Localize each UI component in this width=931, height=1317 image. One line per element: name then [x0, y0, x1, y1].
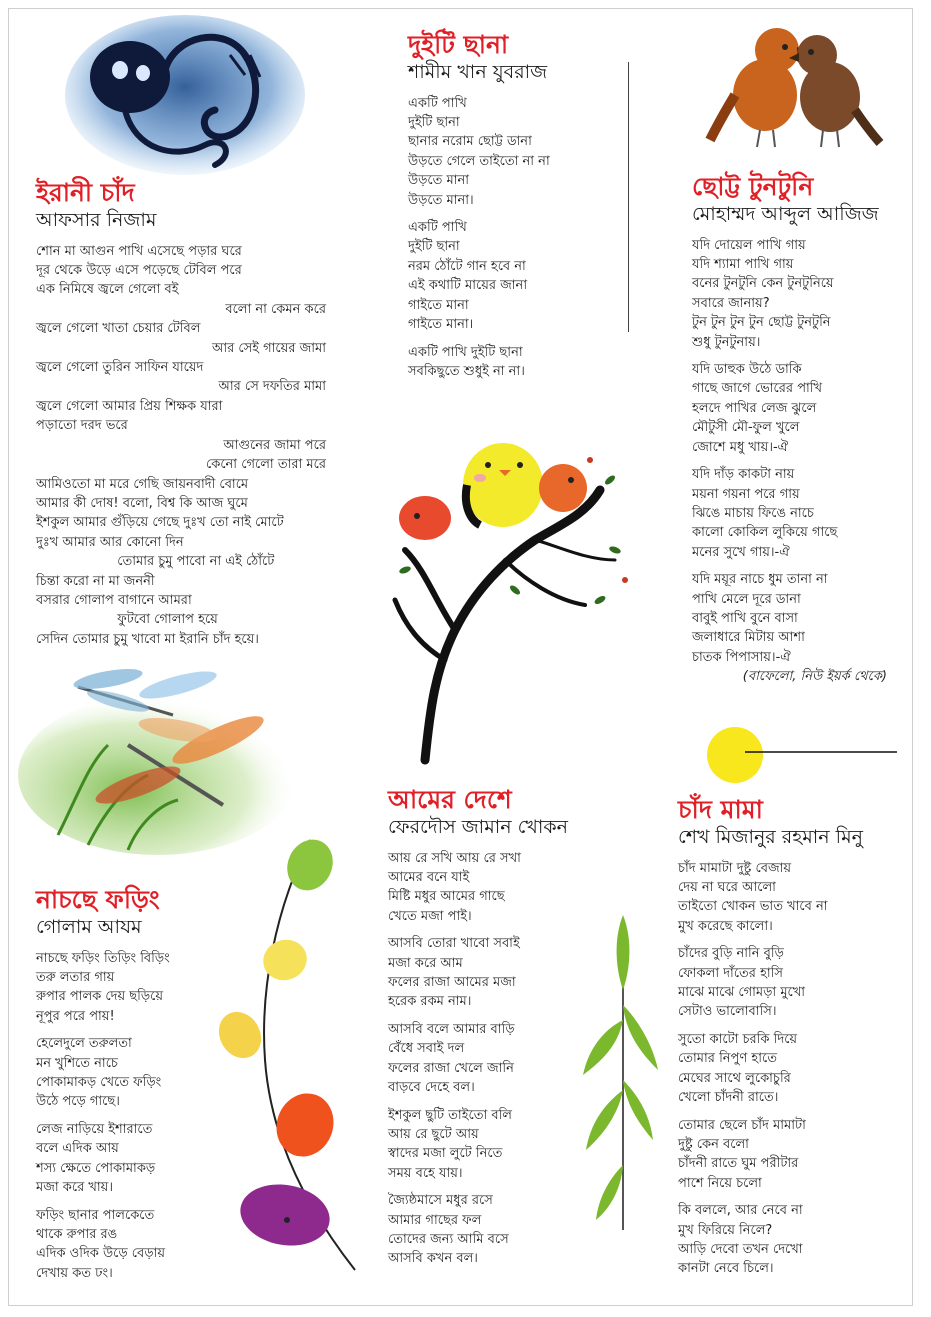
poem-author: শেখ মিজানুর রহমান মিনু [678, 826, 863, 848]
poem-title: ছোট্ট টুনটুনি [692, 172, 814, 201]
poem-line: যদি ময়ূর নাচে ধুম তানা না [692, 572, 828, 588]
poem-line: স্বাদের মজা লুটে নিতে [388, 1146, 503, 1162]
poem-line: মুখ ফিরিয়ে নিলে? [678, 1222, 773, 1238]
poem-line: উড়তে মানা [408, 173, 470, 189]
poem-line: মিষ্টি মধুর আমের গাছে [388, 889, 505, 905]
poem-stanza [388, 934, 598, 1012]
poem-author: মোহাম্মদ আব্দুল আজিজ [692, 203, 879, 225]
poem-line: সময় বহে যায়। [388, 1165, 463, 1181]
poem-line: পোকামাকড় খেতে ফড়িং [36, 1075, 162, 1091]
poem-line: বাড়বে দেহে বল। [388, 1080, 475, 1096]
poem-line: লেজ নাড়িয়ে ইশারাতে [36, 1121, 153, 1137]
poem-line: এই কথাটি মায়ের জানা [408, 278, 528, 294]
poem-line: নাচছে ফড়িং তিড়িং বিড়িং [36, 950, 170, 966]
poem-author: ফেরদৌস জামান খোকন [388, 816, 568, 838]
poem-body [36, 242, 326, 650]
poem-line: আমের বনে যাই [388, 870, 470, 886]
poem-amer-deshe [388, 785, 598, 1277]
poem-line: হলদে পাখির লেজ ঝুলে [692, 400, 817, 416]
poem-author: আফসার নিজাম [36, 209, 157, 231]
poem-line: রুপার পালক দেয় ছড়িয়ে [36, 989, 164, 1005]
poem-line: তোদের জন্য আমি বসে [388, 1231, 509, 1247]
poem-line: বেঁধে সবাই দল [388, 1041, 465, 1057]
poem-line: জ্বলে গেলো আমার প্রিয় শিক্ষক যারা [36, 398, 223, 414]
poem-line: জ্বলে গেলো তুরিন সাফিন যায়েদ [36, 360, 204, 376]
poem-line: এদিক ওদিক উড়ে বেড়ায় [36, 1246, 165, 1262]
poem-line: ফলের রাজা খেলে জানি [388, 1060, 514, 1076]
poem-title: দুইটি ছানা [408, 30, 509, 59]
poem-line: ফড়িং ছানার পালকেতে [36, 1207, 155, 1223]
poem-line: আমিওতো মা মরে গেছি জায়নবাদী বোমে [36, 476, 249, 492]
poem-line: আগুনের জামা পরে [223, 437, 326, 453]
poem-line: শুধু টুনটুনায়। [692, 334, 761, 350]
poem-body [408, 94, 623, 382]
poem-line: শোন মা আগুন পাখি এসেছে পড়ার ঘরে [36, 243, 242, 259]
poem-line: হেলেদুলে তরুলতা [36, 1036, 132, 1052]
poem-line: বাবুই পাখি বুনে বাসা [692, 610, 798, 626]
poem-line: পাখি মেলে দূরে ডানা [692, 591, 801, 607]
dragonfly-illustration [18, 655, 318, 855]
poem-line: দুঃখ আমার আর কোনো দিন [36, 534, 184, 550]
poem-title: আমের দেশে [388, 785, 512, 814]
poem-line: চাতক পিপাসায়।-ঐ [692, 649, 791, 665]
poem-stanza [36, 1120, 236, 1198]
poem-line: যদি শ্যামা পাখি গায় [692, 257, 794, 273]
poem-line: গাইতে মানা। [408, 317, 474, 333]
poem-line: জলাধারে মিটায় আশা [692, 630, 805, 646]
poem-line: দুইটি ছানা [408, 239, 460, 255]
poem-line: সবারে জানায়? [692, 295, 770, 311]
poem-stanza [388, 1020, 598, 1098]
poem-body [388, 849, 598, 1269]
poem-line: দেখায় কত ঢং। [36, 1265, 113, 1281]
poem-line: মাঝে মাঝে গোমড়া মুখো [678, 985, 806, 1001]
poem-line: পাশে নিয়ে চলো [678, 1175, 762, 1191]
poem-line: সেটাও ভালোবাসি। [678, 1004, 777, 1020]
poem-line: একটি পাখি দুইটি ছানা [408, 344, 523, 360]
poem-stanza [388, 1191, 598, 1269]
poem-line: যদি দোয়েল পাখি গায় [692, 237, 806, 253]
poem-stanza [36, 242, 326, 650]
poem-line: জ্যৈষ্ঠমাসে মধুর রসে [388, 1193, 493, 1209]
poem-line: তোমার নিপুণ হাতে [678, 1051, 777, 1067]
poem-line: ফোকলা দাঁতের হাসি [678, 965, 783, 981]
poem-stanza [388, 849, 598, 927]
poem-line: উড়তে মানা। [408, 192, 474, 208]
poem-stanza [678, 859, 893, 937]
poem-line: ময়না গয়না পরে গায় [692, 486, 800, 502]
poem-line: বনের টুনটুনি কেন টুনটুনিয়ে [692, 276, 834, 292]
poem-line: গাইতে মানা [408, 297, 469, 313]
poem-stanza [408, 343, 623, 382]
poem-line: ফলের রাজা আমের মজা [388, 975, 516, 991]
poem-stanza [408, 218, 623, 334]
poem-author: গোলাম আযম [36, 916, 142, 938]
poem-line: কালো কোকিল লুকিয়ে গাছে [692, 525, 838, 541]
poem-line: তোমার চুমু পাবো না এই ঠোঁটে [117, 554, 275, 570]
poem-author: শামীম খান যুবরাজ [408, 61, 548, 83]
poem-duiti-chana [408, 30, 623, 389]
poem-line: খেতে মজা পাই। [388, 908, 472, 924]
poem-line: ঝিঙে মাচায় ফিঙে নাচে [692, 505, 814, 521]
leaves-vine-illustration [215, 830, 360, 1275]
poem-line: চাঁদ মামাটা দুষ্টু বেজায় [678, 860, 792, 876]
poem-line: টুন টুন টুন টুন ছোট্ট টুনটুনি [692, 315, 831, 331]
poem-line: আমার কী দোষ! বলো, বিশ্ব কি আজ ঘুমে [36, 495, 248, 511]
poem-line: থাকে রুপার রঙ [36, 1226, 118, 1242]
poem-stanza [36, 949, 236, 1027]
poem-stanza [408, 94, 623, 210]
poem-body [36, 949, 236, 1284]
poem-line: একটি পাখি [408, 95, 467, 111]
poem-body [678, 859, 893, 1279]
poem-line: সুতো কাটো চরকি দিয়ে [678, 1031, 798, 1047]
poem-line: আসবি বলে আমার বাড়ি [388, 1021, 515, 1037]
poem-line: তরু লতার গায় [36, 970, 115, 986]
poem-title: নাচছে ফড়িং [36, 885, 160, 914]
poem-line: ইশকুল ছুটি তাইতো বলি [388, 1107, 512, 1123]
poem-line: যদি ডাহুক উঠে ডাকি [692, 362, 802, 378]
poem-stanza [388, 1106, 598, 1184]
poem-line: চিন্তা করো না মা জননী [36, 573, 155, 589]
poem-line: তোমার ছেলে চাঁদ মামাটা [678, 1117, 806, 1133]
poem-stanza [692, 236, 887, 352]
poem-stanza [692, 465, 887, 562]
poem-line: যদি দাঁড় কাকটা নায় [692, 467, 795, 483]
poem-line: কানটা নেবে চিলে। [678, 1261, 774, 1277]
poem-line: মেঘের সাথে লুকোচুরি [678, 1070, 791, 1086]
poem-stanza [36, 1034, 236, 1112]
poem-body [692, 236, 887, 687]
poem-line: কেনো গেলো তারা মরে [205, 457, 326, 473]
poem-stanza [692, 360, 887, 457]
poem-line: ছানার নরোম ছোট্ট ডানা [408, 134, 532, 150]
branch-birds-illustration [385, 430, 645, 765]
poem-chand-mama [678, 795, 893, 1287]
poem-line: চাঁদের বুড়ি নানি বুড়ি [678, 946, 784, 962]
poem-stanza [36, 1206, 236, 1284]
column-divider [628, 62, 629, 332]
poem-line: দুষ্টু কেন বলো [678, 1136, 749, 1152]
poem-line: ফুটবো গোলাপ হয়ে [117, 612, 218, 628]
poem-stanza [692, 570, 887, 686]
poem-line: আসবি তোরা খাবো সবাই [388, 936, 520, 952]
poem-line: উড়তে গেলে তাইতো না না [408, 153, 550, 169]
poem-line: উঠে পড়ে গাছে। [36, 1094, 120, 1110]
poem-line: সবকিছুতে শুধুই না না। [408, 363, 525, 379]
poem-title: ইরানী চাঁদ [36, 178, 135, 207]
poem-irani-chand [36, 178, 326, 657]
poem-line: মজা করে আম [388, 955, 463, 971]
poem-line: আর সে দফতির মামা [218, 379, 326, 395]
poem-stanza [678, 1116, 893, 1194]
poem-line: আয় রে ছুটে আয় [388, 1126, 479, 1142]
poem-line: পড়াতো দরদ ভরে [36, 418, 128, 434]
poem-line: আর সেই গায়ের জামা [211, 340, 326, 356]
poem-nachchhe-foring [36, 885, 236, 1291]
poem-line: আয় রে সখি আয় রে সখা [388, 850, 521, 866]
poem-line: দূর থেকে উড়ে এসে পড়েছে টেবিল পরে [36, 263, 242, 279]
poem-line: মুখ করেছে কালো। [678, 918, 773, 934]
poem-line: নরম ঠোঁটে গান হবে না [408, 258, 526, 274]
poem-line: মৌটুসী মৌ-ফুল খুলে [692, 420, 800, 436]
poem-line: আসবি কখন বল। [388, 1251, 478, 1267]
poem-line: জোশে মধু খায়।-ঐ [692, 439, 789, 455]
poem-line: একটি পাখি [408, 220, 467, 236]
poem-line: দেয় না ঘরে আলো [678, 880, 776, 896]
ghost-illustration [55, 15, 305, 195]
poem-stanza [678, 1201, 893, 1279]
poem-chhotto-tuntuni [692, 172, 887, 695]
poem-line: শস্য ক্ষেতে পোকামাকড় [36, 1160, 156, 1176]
poem-line: ইশকুল আমার গুঁড়িয়ে গেছে দুঃখ তো নাই মোটে [36, 515, 284, 531]
poem-title: চাঁদ মামা [678, 795, 763, 824]
poem-line: বলো না কেমন করে [225, 301, 326, 317]
poem-line: এক নিমিষে জ্বলে গেলো বই [36, 282, 179, 298]
poem-line: নূপুর পরে পায়! [36, 1008, 115, 1024]
two-birds-illustration [705, 25, 885, 150]
poem-stanza [678, 944, 893, 1022]
poem-line: জ্বলে গেলো খাতা চেয়ার টেবিল [36, 321, 201, 337]
poem-line: মনের সুখে গায়।-ঐ [692, 544, 790, 560]
poem-line: বলে এদিক আয় [36, 1141, 119, 1157]
poem-line: হরেক রকম নাম। [388, 994, 472, 1010]
poem-line: কি বললে, আর নেবে না [678, 1203, 803, 1219]
moon-icon [705, 725, 900, 785]
poem-stanza [678, 1030, 893, 1108]
poem-line: দুইটি ছানা [408, 115, 460, 131]
poem-line: আড়ি দেবো তখন দেখো [678, 1241, 803, 1257]
poem-line: (বাফেলো, নিউ ইয়র্ক থেকে) [742, 669, 887, 685]
poem-line: তাইতো খোকন ভাত খাবে না [678, 899, 828, 915]
poem-line: বসরার গোলাপ বাগানে আমরা [36, 592, 192, 608]
poem-line: মন খুশিতে নাচে [36, 1055, 118, 1071]
poem-line: মজা করে খায়। [36, 1180, 113, 1196]
poem-line: চাঁদনী রাতে ঘুম পরীটার [678, 1156, 799, 1172]
poem-line: খেলো চাঁদনী রাতে। [678, 1090, 779, 1106]
poem-line: গাছে জাগে ভোরের পাখি [692, 381, 823, 397]
poem-line: আমার গাছের ফল [388, 1212, 482, 1228]
poem-line: সেদিন তোমার চুমু খাবো মা ইরানি চাঁদ হয়ে। [36, 631, 259, 647]
